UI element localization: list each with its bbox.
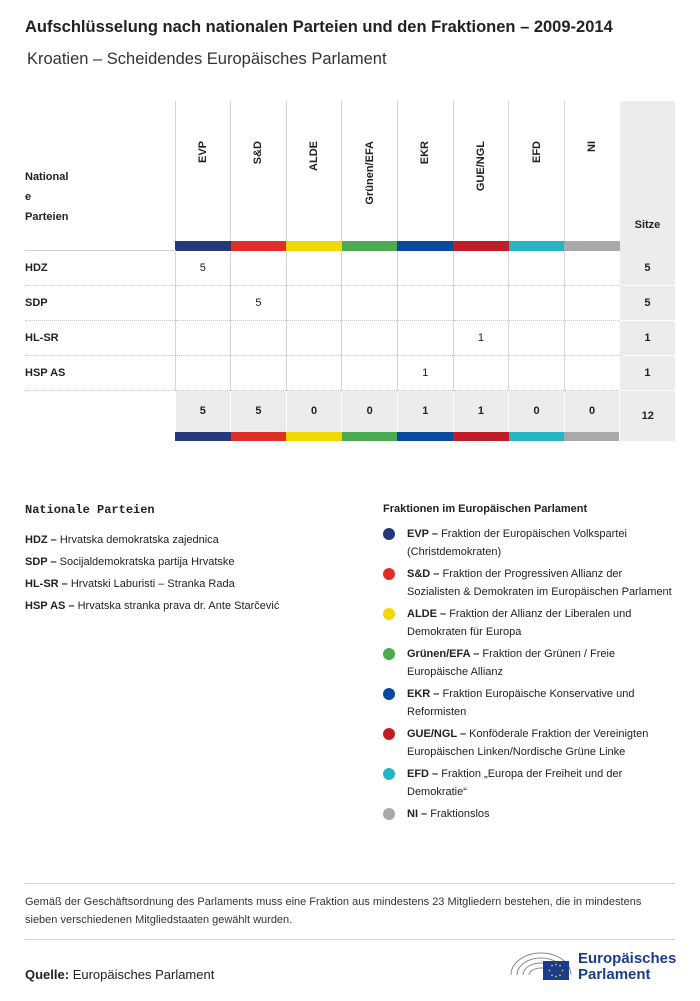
- party-name: HL-SR: [25, 321, 175, 356]
- logo-wordmark: [578, 951, 676, 983]
- group-fullname: Fraktionslos: [430, 808, 490, 820]
- party-abbr: HSP AS –: [25, 600, 75, 612]
- group-fullname: Fraktion Europäische Konservative und Reformisten: [407, 688, 635, 718]
- seat-cell: [453, 356, 509, 391]
- group-total: 0: [342, 391, 398, 432]
- group-color-bar: [509, 241, 565, 251]
- group-header-label: NI: [586, 141, 599, 152]
- group-total: 5: [231, 391, 287, 432]
- rules-note: Gemäß der Geschäftsordnung des Parlaments muss eine Fraktion aus mindestens 23 Mitgliedern bestehen, die in mindestens sieben verschiedenen Mitgliedstaaten gewählt wurden.: [25, 883, 675, 940]
- seat-cell: [564, 251, 620, 286]
- group-abbr: Grünen/EFA –: [407, 648, 480, 660]
- seat-cell: [509, 356, 565, 391]
- group-legend-item: [383, 525, 678, 561]
- group-color-bar: [175, 432, 231, 441]
- parties-legend: [25, 503, 355, 617]
- group-fullname: Fraktion „Europa der Freiheit und der Demokratie“: [407, 768, 623, 798]
- row-total: 1: [620, 321, 675, 356]
- seat-cell: [286, 286, 342, 321]
- group-legend-item: [383, 685, 678, 721]
- group-header-label: S&D: [252, 141, 265, 165]
- seat-cell: [564, 286, 620, 321]
- seat-cell: [175, 286, 231, 321]
- party-legend-item: [25, 595, 355, 617]
- group-total: 1: [397, 391, 453, 432]
- table-row: [25, 251, 675, 286]
- group-color-bar: [453, 241, 509, 251]
- group-abbr: EVP –: [407, 528, 438, 540]
- group-column-header: [175, 101, 231, 241]
- group-total: 1: [453, 391, 509, 432]
- grand-total: 12: [620, 391, 675, 442]
- group-color-bar: [286, 432, 342, 441]
- group-color-bar: [564, 241, 620, 251]
- group-header-label: GUE/NGL: [474, 141, 487, 192]
- group-dot-icon: [383, 808, 395, 820]
- group-header-label: Grünen/EFA: [363, 141, 376, 205]
- seat-cell: [342, 251, 398, 286]
- group-dot-icon: [383, 648, 395, 660]
- group-fullname: Fraktion der Allianz der Liberalen und Demokraten für Europa: [407, 608, 632, 638]
- group-abbr: NI –: [407, 808, 428, 820]
- seat-cell: 5: [175, 251, 231, 286]
- party-legend-item: [25, 551, 355, 573]
- group-header-label: EVP: [196, 141, 209, 164]
- seat-cell: [564, 356, 620, 391]
- seat-cell: [509, 251, 565, 286]
- group-color-bar: [397, 432, 453, 441]
- seat-cell: [342, 356, 398, 391]
- group-legend-item: [383, 605, 678, 641]
- party-abbr: HL-SR –: [25, 578, 68, 590]
- seat-cell: 1: [397, 356, 453, 391]
- group-legend-item: [383, 805, 678, 823]
- groups-legend: [383, 503, 678, 827]
- group-dot-icon: [383, 688, 395, 700]
- group-color-bar: [509, 432, 565, 441]
- group-abbr: EFD –: [407, 768, 439, 780]
- group-header-label: EFD: [530, 141, 543, 163]
- group-abbr: S&D –: [407, 568, 440, 580]
- seat-cell: [175, 321, 231, 356]
- party-fullname: Hrvatski Laburisti – Stranka Rada: [70, 578, 235, 590]
- page-title: Aufschlüsselung nach nationalen Parteien und den Fraktionen – 2009-2014: [25, 18, 613, 36]
- group-fullname: Fraktion der Progressiven Allianz der Sozialisten & Demokraten im Europäischen Parlament: [407, 568, 672, 598]
- group-fullname: Fraktion der Grünen / Freie Europäische Allianz: [407, 648, 616, 678]
- party-header-line: Parteien: [25, 211, 69, 223]
- party-name: SDP: [25, 286, 175, 321]
- seat-cell: [453, 286, 509, 321]
- group-color-bar: [564, 432, 620, 441]
- source-label: Quelle:: [25, 967, 70, 982]
- group-dot-icon: [383, 728, 395, 740]
- row-total: 1: [620, 356, 675, 391]
- group-legend-item: [383, 725, 678, 761]
- table-row: [25, 356, 675, 391]
- seat-cell: [564, 321, 620, 356]
- seat-cell: [175, 356, 231, 391]
- group-dot-icon: [383, 568, 395, 580]
- table-row: [25, 321, 675, 356]
- group-total: 0: [286, 391, 342, 432]
- seat-cell: 5: [231, 286, 287, 321]
- sitze-column-header: Sitze: [620, 101, 675, 241]
- party-legend-item: [25, 529, 355, 551]
- party-column-header: [25, 101, 175, 241]
- seat-cell: [286, 356, 342, 391]
- group-header-label: ALDE: [308, 141, 321, 171]
- totals-row: [25, 391, 675, 432]
- group-color-bar: [231, 241, 287, 251]
- party-fullname: Socijaldemokratska partija Hrvatske: [59, 556, 235, 568]
- group-column-header: [286, 101, 342, 241]
- group-color-bar: [286, 241, 342, 251]
- group-dot-icon: [383, 608, 395, 620]
- seat-cell: [231, 321, 287, 356]
- seat-cell: [342, 321, 398, 356]
- seat-cell: [231, 251, 287, 286]
- group-color-bar: [342, 241, 398, 251]
- group-abbr: EKR –: [407, 688, 440, 700]
- party-name: HDZ: [25, 251, 175, 286]
- group-dot-icon: [383, 768, 395, 780]
- group-column-header: [231, 101, 287, 241]
- source-value: Europäisches Parlament: [72, 967, 215, 982]
- group-column-header: [509, 101, 565, 241]
- group-header-label: EKR: [419, 141, 432, 165]
- party-abbr: HDZ –: [25, 534, 57, 546]
- table-row: [25, 286, 675, 321]
- group-column-header: [397, 101, 453, 241]
- party-legend-item: [25, 573, 355, 595]
- group-column-header: [564, 101, 620, 241]
- group-total: 0: [564, 391, 620, 432]
- group-legend-item: [383, 765, 678, 801]
- parties-legend-heading: Nationale Parteien: [25, 503, 155, 517]
- group-column-header: [453, 101, 509, 241]
- group-abbr: GUE/NGL –: [407, 728, 467, 740]
- group-legend-item: [383, 645, 678, 681]
- seat-cell: [509, 286, 565, 321]
- seat-cell: [453, 251, 509, 286]
- seat-cell: [342, 286, 398, 321]
- seat-cell: [397, 286, 453, 321]
- bar-spacer: [620, 241, 675, 251]
- seats-table: [25, 101, 675, 441]
- row-total: 5: [620, 251, 675, 286]
- group-total: 5: [175, 391, 231, 432]
- group-fullname: Konföderale Fraktion der Vereinigten Europäischen Linken/Nordische Grüne Linke: [407, 728, 649, 758]
- group-color-bar: [453, 432, 509, 441]
- seat-cell: [397, 321, 453, 356]
- seat-cell: 1: [453, 321, 509, 356]
- seat-cell: [286, 251, 342, 286]
- group-fullname: Fraktion der Europäischen Volkspartei (Christdemokraten): [407, 528, 627, 558]
- groups-legend-heading: Fraktionen im Europäischen Parlament: [383, 503, 588, 515]
- source-line: [25, 967, 214, 982]
- party-fullname: Hrvatska demokratska zajednica: [59, 534, 219, 546]
- group-abbr: ALDE –: [407, 608, 447, 620]
- group-color-bar: [231, 432, 287, 441]
- seat-cell: [397, 251, 453, 286]
- group-column-header: [342, 101, 398, 241]
- party-abbr: SDP –: [25, 556, 57, 568]
- totals-spacer: [25, 391, 175, 432]
- group-color-bar: [175, 241, 231, 251]
- group-dot-icon: [383, 528, 395, 540]
- bar-spacer: [25, 241, 175, 251]
- logo-line-2: Parlament: [578, 966, 651, 983]
- party-fullname: Hrvatska stranka prava dr. Ante Starčević: [77, 600, 280, 612]
- party-name: HSP AS: [25, 356, 175, 391]
- group-total: 0: [509, 391, 565, 432]
- page-subtitle: Kroatien – Scheidendes Europäisches Parlament: [27, 50, 387, 68]
- seat-cell: [509, 321, 565, 356]
- party-header-line: National: [25, 171, 69, 183]
- group-color-bar: [342, 432, 398, 441]
- seat-cell: [231, 356, 287, 391]
- logo-line-1: Europäisches: [578, 950, 677, 967]
- bar-spacer: [25, 432, 175, 441]
- group-legend-item: [383, 565, 678, 601]
- seat-cell: [286, 321, 342, 356]
- row-total: 5: [620, 286, 675, 321]
- party-header-line: e: [25, 191, 32, 203]
- group-color-bar: [397, 241, 453, 251]
